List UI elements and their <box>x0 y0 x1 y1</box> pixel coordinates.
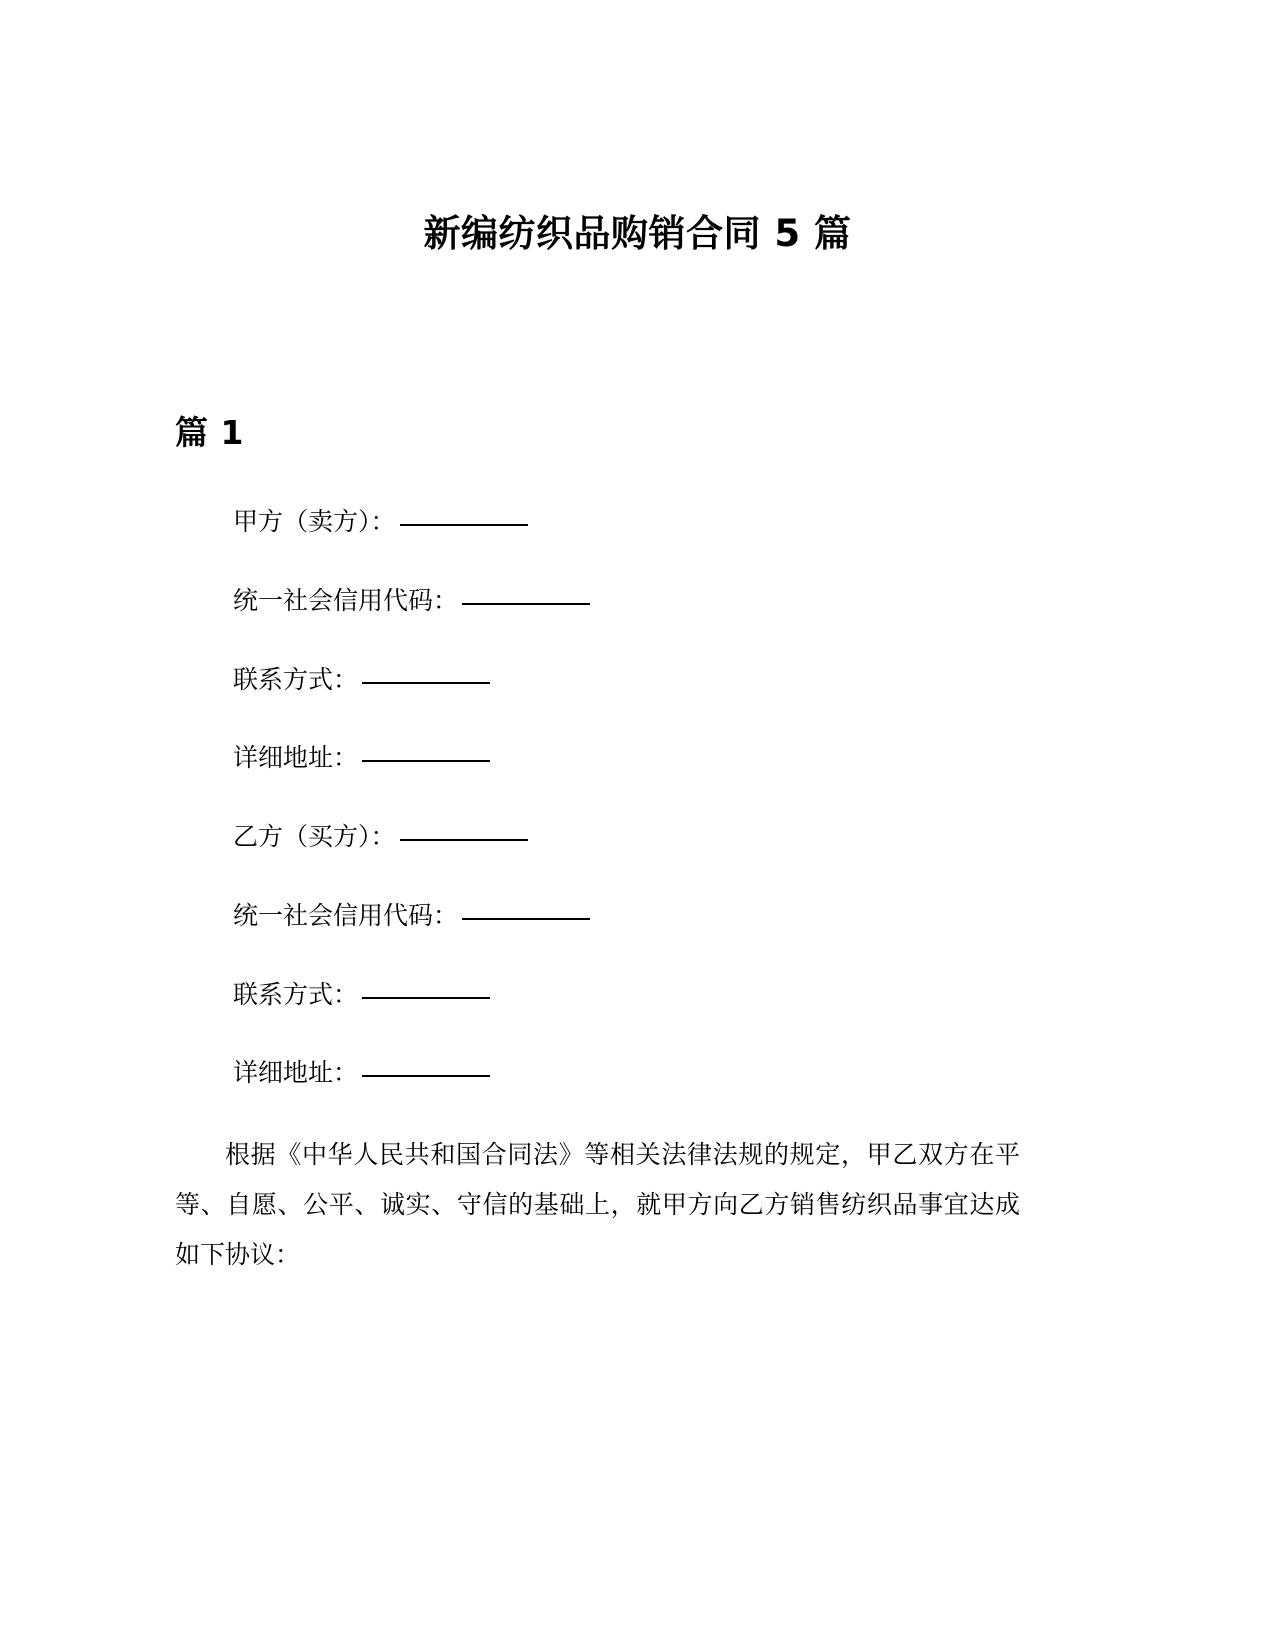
field-label: 统一社会信用代码： <box>233 900 459 930</box>
field-label: 乙方（买方）： <box>233 822 396 851</box>
field-label: 详细地址： <box>233 743 359 773</box>
field-label: 联系方式： <box>233 979 359 1009</box>
field-buyer-address <box>233 1056 1093 1090</box>
field-blank[interactable] <box>400 523 528 526</box>
field-label: 联系方式： <box>233 664 359 694</box>
field-seller-name <box>233 505 1093 539</box>
field-buyer-contact <box>233 978 1093 1012</box>
section-heading: 篇 1 <box>175 413 244 453</box>
field-label: 甲方（卖方）： <box>233 507 396 536</box>
field-seller-address <box>233 741 1093 775</box>
field-blank[interactable] <box>362 759 490 762</box>
field-blank[interactable] <box>362 1074 490 1077</box>
field-blank[interactable] <box>362 996 490 999</box>
preamble-paragraph: 根据《中华人民共和国合同法》等相关法律法规的规定，甲乙双方在平等、自愿、公平、诚实、守信的基础上，就甲方向乙方销售纺织品事宜达成如下协议： <box>175 1140 1020 1269</box>
field-buyer-name <box>233 820 1093 854</box>
field-label: 详细地址： <box>233 1058 359 1088</box>
field-seller-credit-code <box>233 584 1093 618</box>
field-blank[interactable] <box>400 838 528 841</box>
field-blank[interactable] <box>462 602 590 605</box>
field-buyer-credit-code <box>233 899 1093 933</box>
field-blank[interactable] <box>362 681 490 684</box>
field-seller-contact <box>233 663 1093 697</box>
page-title: 新编纺织品购销合同 5 篇 <box>423 211 852 255</box>
party-fields-list <box>233 505 1093 1135</box>
field-blank[interactable] <box>462 917 590 920</box>
field-label: 统一社会信用代码： <box>233 585 459 615</box>
